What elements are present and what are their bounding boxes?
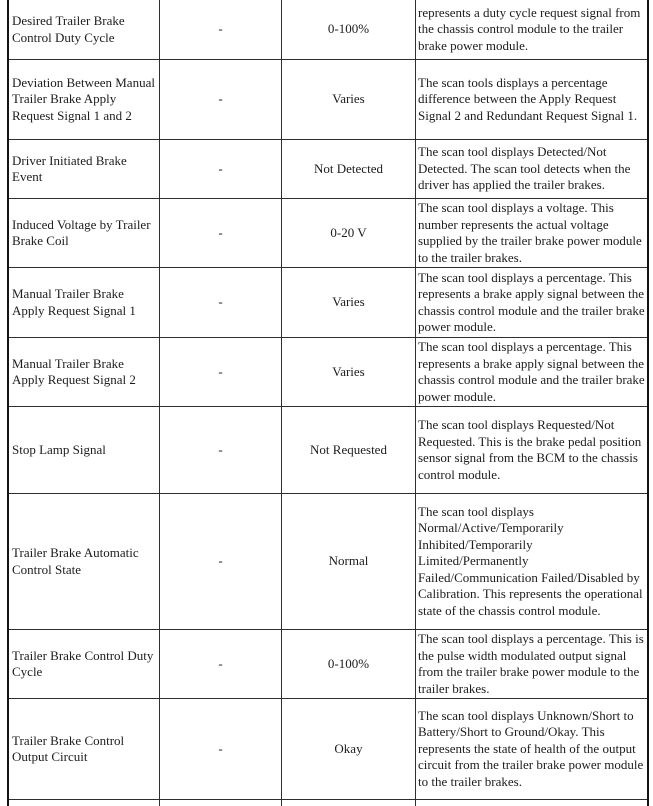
parameter-text: Deviation Between Manual Trailer Brake Apply Request Signal 1 and 2 <box>12 74 155 123</box>
units-text: - <box>218 740 223 756</box>
value-text: 0-100% <box>327 21 370 37</box>
value-cell <box>282 407 416 493</box>
value-cell <box>282 800 416 806</box>
value-cell <box>282 140 416 198</box>
value-text: Normal <box>328 553 369 569</box>
units-text: - <box>218 441 223 457</box>
description-text: represents a duty cycle request signal from the chassis control module to the trailer brake power module. <box>418 4 641 53</box>
units-cell <box>160 60 282 139</box>
units-text: - <box>218 160 223 176</box>
units-cell <box>160 0 282 59</box>
description-text: The scan tool displays Unknown/Short to Battery/Short to Ground/Okay. This represents the state of health of the output circuit from the trailer brake power module to the trailer brakes. <box>418 707 644 789</box>
units-text: - <box>218 363 223 379</box>
parameter-text: Stop Lamp Signal <box>12 441 106 457</box>
table-row <box>9 337 647 406</box>
description-text: The scan tool displays Normal/Active/Temporarily Inhibited/Temporarily Limited/Permanently Failed/Communication Failed/Disabled by Calibration. This represents the operational state of the chassis control module. <box>418 503 643 618</box>
value-cell <box>282 199 416 267</box>
parameter-text: Trailer Brake Control Duty Cycle <box>12 647 154 679</box>
description-cell <box>416 0 647 59</box>
units-cell <box>160 140 282 198</box>
units-text: - <box>218 91 223 107</box>
parameter-cell <box>9 199 160 267</box>
parameter-cell <box>9 494 160 629</box>
table-row <box>9 698 647 799</box>
description-cell <box>416 268 647 337</box>
parameter-cell <box>9 60 160 139</box>
value-cell <box>282 494 416 629</box>
parameter-text: Driver Initiated Brake Event <box>12 152 127 184</box>
table-row <box>9 267 647 337</box>
parameter-cell <box>9 338 160 406</box>
value-text: Okay <box>334 740 363 756</box>
table-row <box>9 59 647 139</box>
description-cell <box>416 494 647 629</box>
units-text: - <box>218 21 223 37</box>
value-cell <box>282 630 416 698</box>
parameter-text: Trailer Brake Automatic Control State <box>12 545 139 577</box>
parameter-text: Desired Trailer Brake Control Duty Cycle <box>12 13 125 45</box>
description-cell <box>416 699 647 799</box>
value-text: Varies <box>332 294 365 310</box>
units-cell <box>160 199 282 267</box>
value-text: 0-100% <box>327 655 370 671</box>
table-row-partial <box>9 799 647 806</box>
table-row <box>9 493 647 629</box>
parameter-cell <box>9 630 160 698</box>
parameter-text: Trailer Brake Control Output Circuit <box>12 732 125 764</box>
description-cell <box>416 60 647 139</box>
description-cell <box>416 338 647 406</box>
value-cell <box>282 0 416 59</box>
value-text: Varies <box>332 91 365 107</box>
value-text: Not Requested <box>310 441 387 457</box>
description-cell <box>416 800 647 806</box>
units-cell <box>160 268 282 337</box>
description-cell <box>416 199 647 267</box>
description-cell <box>416 140 647 198</box>
parameter-cell <box>9 800 160 806</box>
table-row <box>9 629 647 698</box>
units-text: - <box>218 294 223 310</box>
parameter-text: Manual Trailer Brake Apply Request Signal 2 <box>12 355 136 387</box>
units-cell <box>160 338 282 406</box>
description-cell <box>416 630 647 698</box>
description-text: The scan tool displays a percentage. This represents a brake apply signal between the chassis control module and the trailer brake power module. <box>418 269 645 334</box>
value-text: Not Detected <box>314 160 383 176</box>
parameter-cell <box>9 268 160 337</box>
parameter-cell <box>9 699 160 799</box>
units-text: - <box>218 655 223 671</box>
value-text: 0-20 V <box>330 224 367 240</box>
description-text: The scan tools displays a percentage difference between the Apply Request Signal 2 and Redundant Request Signal 1. <box>418 74 638 123</box>
value-cell <box>282 268 416 337</box>
units-cell <box>160 699 282 799</box>
table-row <box>9 198 647 267</box>
units-cell <box>160 630 282 698</box>
description-cell <box>416 407 647 493</box>
description-text: The scan tool displays a voltage. This number represents the actual voltage supplied by the trailer brake power module to the trailer brakes. <box>418 200 642 265</box>
description-text: The scan tool displays Detected/Not Detected. The scan tool detects when the driver has applied the trailer brakes. <box>418 144 631 193</box>
units-text: - <box>218 224 223 240</box>
description-text: The scan tool displays a percentage. This is the pulse width modulated output signal from the trailer brake power module to the trailer brakes. <box>418 631 644 696</box>
description-text: The scan tool displays Requested/Not Requested. This is the brake pedal position sensor signal from the BCM to the chassis control module. <box>418 417 642 482</box>
units-cell <box>160 494 282 629</box>
table-row <box>9 0 647 59</box>
parameter-table <box>7 0 649 806</box>
units-cell <box>160 407 282 493</box>
value-cell <box>282 338 416 406</box>
parameter-text: Induced Voltage by Trailer Brake Coil <box>12 216 151 248</box>
parameter-cell <box>9 407 160 493</box>
value-cell <box>282 699 416 799</box>
value-cell <box>282 60 416 139</box>
value-text: Varies <box>332 363 365 379</box>
description-text: The scan tool displays a percentage. This represents a brake apply signal between the chassis control module and the trailer brake power module. <box>418 339 645 404</box>
units-cell <box>160 800 282 806</box>
parameter-cell <box>9 140 160 198</box>
table-row <box>9 406 647 493</box>
table-row <box>9 139 647 198</box>
parameter-cell <box>9 0 160 59</box>
parameter-text: Manual Trailer Brake Apply Request Signal 1 <box>12 286 136 318</box>
units-text: - <box>218 553 223 569</box>
